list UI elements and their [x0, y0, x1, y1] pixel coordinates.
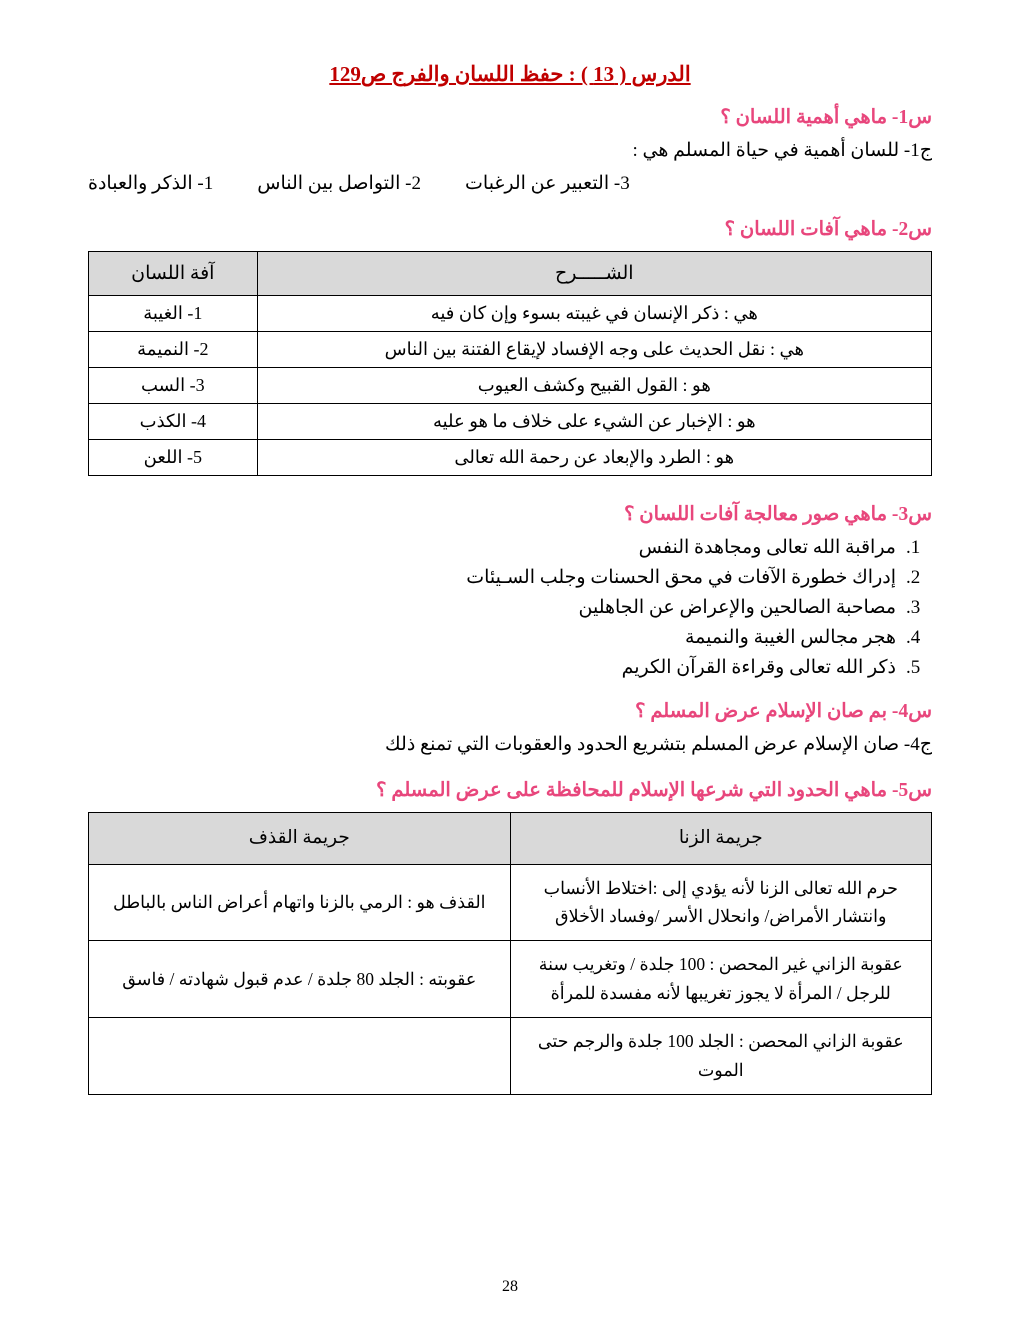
question-1: س1- ماهي أهمية اللسان ؟ [720, 107, 932, 128]
tongue-ailments-table [88, 251, 932, 476]
header-qadhf: جريمة القذف [89, 813, 511, 865]
table-row [89, 368, 932, 404]
cell-qadhf-empty [89, 1018, 511, 1095]
list-item: مصاحبة الصالحين والإعراض عن الجاهلين [578, 597, 896, 618]
table-header-row [89, 252, 932, 296]
table-row [89, 404, 932, 440]
table-row [89, 296, 932, 332]
question-2: س2- ماهي آفات اللسان ؟ [724, 219, 932, 240]
table-header-row [89, 813, 932, 865]
cell-qadhf: القذف هو : الرمي بالزنا واتهام أعراض الناس بالباطل [89, 864, 511, 941]
cell-ailment: 3- السب [89, 368, 258, 404]
cell-zina: حرم الله تعالى الزنا لأنه يؤدي إلى :اختلاط الأنساب وانتشار الأمراض/ وانحلال الأسر /وفساد الأخلاق [510, 864, 932, 941]
cell-explanation: هو : القول القبيح وكشف العيوب [257, 368, 931, 404]
question-3: س3- ماهي صور معالجة آفات اللسان ؟ [624, 504, 932, 525]
table-row [89, 440, 932, 476]
list-item: مراقبة الله تعالى ومجاهدة النفس [638, 537, 896, 558]
cell-explanation: هي : ذكر الإنسان في غيبته بسوء وإن كان فيه [257, 296, 931, 332]
table-row [89, 941, 932, 1018]
cell-qadhf: عقوبته : الجلد 80 جلدة / عدم قبول شهادته / فاسق [89, 941, 511, 1018]
question-5: س5- ماهي الحدود التي شرعها الإسلام للمحافظة على عرض المسلم ؟ [376, 780, 932, 801]
cell-ailment: 2- النميمة [89, 332, 258, 368]
hudud-table [88, 812, 932, 1095]
cell-ailment: 1- الغيبة [89, 296, 258, 332]
cell-explanation: هي : نقل الحديث على وجه الإفساد لإيقاع الفتنة بين الناس [257, 332, 931, 368]
list-item: هجر مجالس الغيبة والنميمة [684, 627, 896, 648]
question-3-list [88, 536, 932, 679]
cell-ailment: 4- الكذب [89, 404, 258, 440]
table-row [89, 1018, 932, 1095]
cell-zina: عقوبة الزاني غير المحصن : 100 جلدة / وتغريب سنة للرجل / المرأة لا يجوز تغريبها لأنه مفسدة للمرأة [510, 941, 932, 1018]
list-item: إدراك خطورة الآفات في محق الحسنات وجلب السـيئات [466, 567, 896, 588]
cell-ailment: 5- اللعن [89, 440, 258, 476]
header-ailment: آفة اللسان [89, 252, 258, 296]
table-row [89, 864, 932, 941]
table-row [89, 332, 932, 368]
answer-4: ج4- صان الإسلام عرض المسلم بتشريع الحدود والعقوبات التي تمنع ذلك [385, 734, 932, 755]
page-number: 28 [502, 1278, 518, 1295]
answer-1-item-2: 2- التواصل بين الناس [257, 173, 422, 194]
question-4: س4- بم صان الإسلام عرض المسلم ؟ [635, 701, 932, 722]
answer-1-item-1: 1- الذكر والعبادة [88, 173, 214, 194]
cell-explanation: هو : الإخبار عن الشيء على خلاف ما هو عليه [257, 404, 931, 440]
header-explanation: الشـــــرح [257, 252, 931, 296]
page-title: الدرس ( 13 ) : حفظ اللسان والفرج ص129 [329, 62, 691, 86]
answer-1-item-3: 3- التعبير عن الرغبات [465, 173, 630, 194]
answer-1-items [88, 172, 932, 195]
header-zina: جريمة الزنا [510, 813, 932, 865]
cell-zina: عقوبة الزاني المحصن : الجلد 100 جلدة والرجم حتى الموت [510, 1018, 932, 1095]
list-item: ذكر الله تعالى وقراءة القرآن الكريم [621, 657, 896, 678]
answer-1: ج1- للسان أهمية في حياة المسلم هي : [632, 140, 932, 161]
cell-explanation: هو : الطرد والإبعاد عن رحمة الله تعالى [257, 440, 931, 476]
